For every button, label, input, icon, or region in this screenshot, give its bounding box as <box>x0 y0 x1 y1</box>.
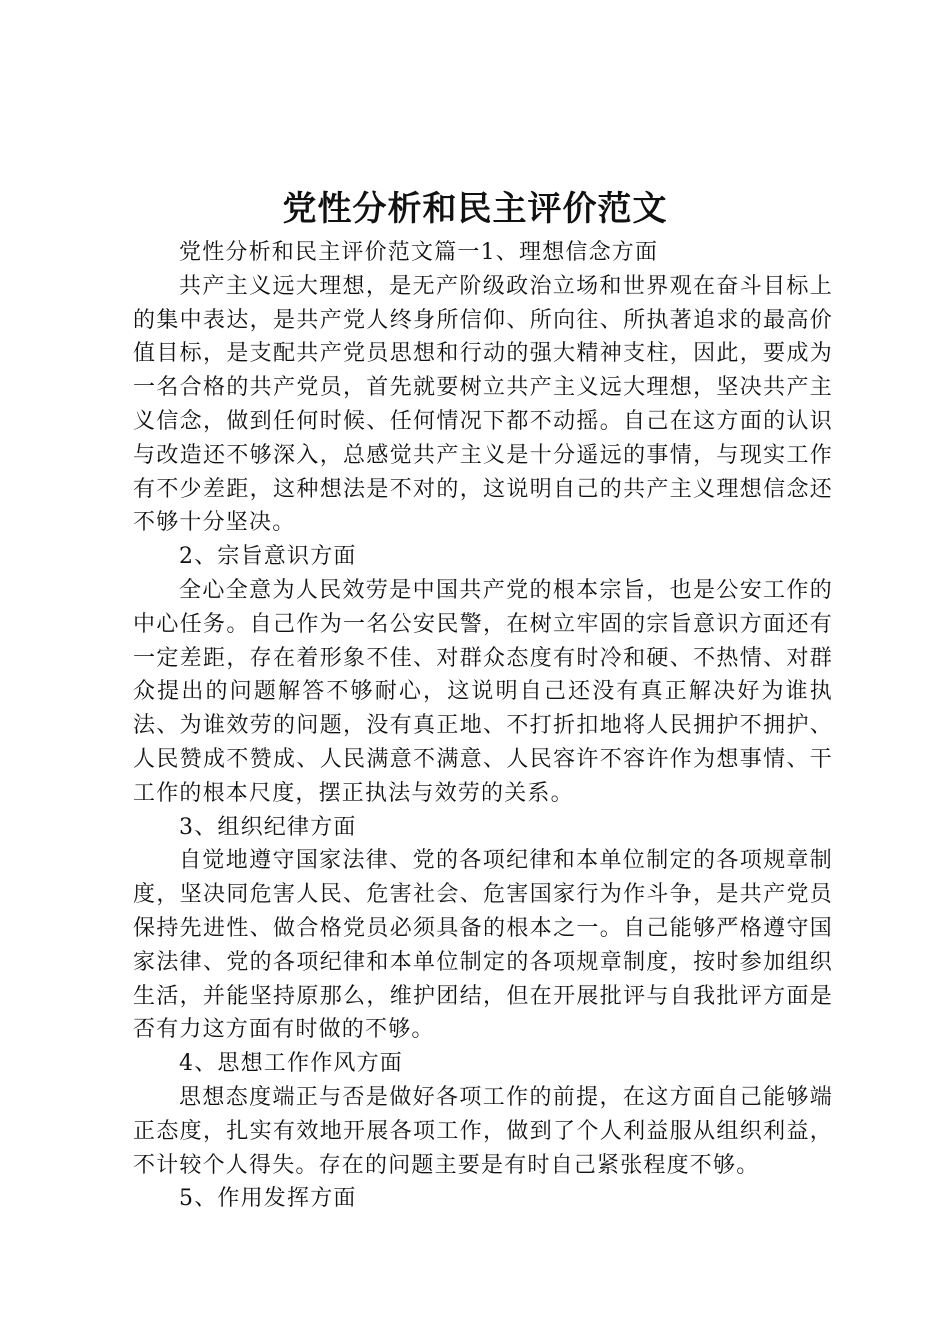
body-paragraph: 全心全意为人民效劳是中国共产党的根本宗旨，也是公安工作的中心任务。自己作为一名公安民警，在树立牢固的宗旨意识方面还有一定差距，存在着形象不佳、对群众态度有时冷和硬、不热情、对群众提出的问题解答不够耐心，这说明自己还没有真正解决好为谁执法、为谁效劳的问题，没有真正地、不打折扣地将人民拥护不拥护、人民赞成不赞成、人民满意不满意、人民容许不容许作为想事情、干工作的根本尺度，摆正执法与效劳的关系。 <box>133 577 833 806</box>
body-paragraph: 自觉地遵守国家法律、党的各项纪律和本单位制定的各项规章制度，坚决同危害人民、危害社会、危害国家行为作斗争，是共产党员保持先进性、做合格党员必须具备的根本之一。自己能够严格遵守国家法律、党的各项纪律和本单位制定的各项规章制度，按时参加组织生活，并能坚持原那么，维护团结，但在开展批评与自我批评方面是否有力这方面有时做的不够。 <box>133 848 833 1043</box>
section-heading: 4、思想工作作风方面 <box>179 1051 403 1077</box>
section-heading: 3、组织纪律方面 <box>179 814 357 840</box>
document-title: 党性分析和民主评价范文 <box>282 189 668 229</box>
body-paragraph: 共产主义远大理想，是无产阶级政治立场和世界观在奋斗目标上的集中表达，是共产党人终身所信仰、所向往、所执著追求的最高价值目标，是支配共产党员思想和行动的强大精神支柱，因此，要成为一名合格的共产党员，首先就要树立共产主义远大理想，坚决共产主义信念，做到任何时候、任何情况下都不动摇。自己在这方面的认识与改造还不够深入，总感觉共产主义是十分遥远的事情，与现实工作有不少差距，这种想法是不对的，这说明自己的共产主义理想信念还不够十分坚决。 <box>133 273 833 536</box>
body-paragraph: 思想态度端正与否是做好各项工作的前提，在这方面自己能够端正态度，扎实有效地开展各项工作，做到了个人利益服从组织利益，不计较个人得失。存在的问题主要是有时自己紧张程度不够。 <box>133 1084 833 1178</box>
section-heading: 2、宗旨意识方面 <box>179 544 357 570</box>
section-heading: 党性分析和民主评价范文篇一1、理想信念方面 <box>179 240 659 265</box>
section-heading: 5、作用发挥方面 <box>179 1186 357 1212</box>
document-body <box>133 236 833 1216</box>
